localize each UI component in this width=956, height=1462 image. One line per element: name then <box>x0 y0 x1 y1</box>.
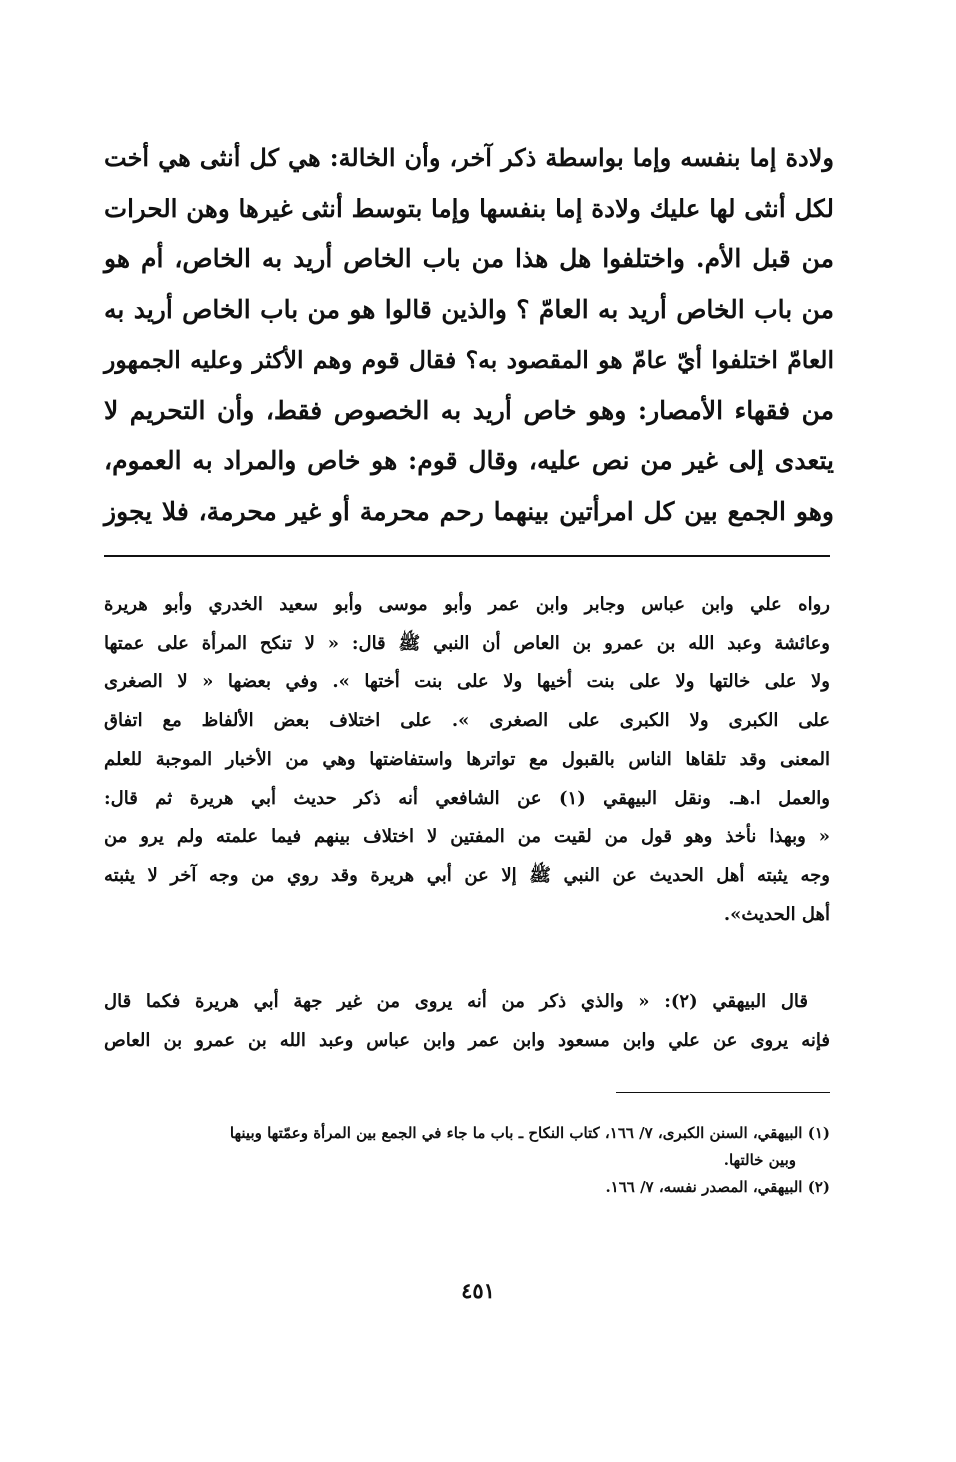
body-line: يتعدى إلى غير من نص عليه، وقال قوم: هو خاص والمراد به العموم، <box>104 446 834 475</box>
body-line: من قبل الأم. واختلفوا هل هذا من باب الخاص أريد به الخاص، أم هو <box>104 244 834 273</box>
commentary-line: « وبهذا نأخذ وهو قول من لقيت من المفتين لا اختلاف بينهم فيما علمته ولم يرو من <box>104 826 830 848</box>
commentary-line: وعائشة وعبد الله بن عمرو بن العاص أن النبي ﷺ قال: « لا تنكح المرأة على عمتها <box>104 632 830 654</box>
footnote-1-continuation: وبين خالتها. <box>723 1151 796 1169</box>
main-separator-rule <box>104 555 830 557</box>
quote-line: قال البيهقي (٢): « والذي ذكر من أنه يروى من غير جهة أبي هريرة فكما قال <box>104 991 808 1012</box>
bayhaqi-quote-block <box>104 983 830 1060</box>
commentary-line: وجه يثبته أهل الحديث عن النبي ﷺ إلا عن أبي هريرة وقد روي من وجه آخر لا يثبته <box>104 864 830 886</box>
footnote-2-text: البيهقي، المصدر نفسه، ٧/ ١٦٦. <box>605 1178 803 1196</box>
page-number: ٤٥١ <box>461 1278 495 1303</box>
footnote-1 <box>104 1120 830 1147</box>
commentary-line: أهل الحديث». <box>723 903 830 925</box>
footnote-2-number: (٢) <box>807 1178 830 1196</box>
body-line: العامّ اختلفوا أيّ عامّ هو المقصود به؟ فقال قوم وهم الأكثر وعليه الجمهور <box>104 346 834 374</box>
footnote-separator-rule <box>616 1092 830 1093</box>
footnote-1-number: (١) <box>807 1124 830 1142</box>
commentary-line: والعمل ا.هـ. ونقل البيهقي (١) عن الشافعي أنه ذكر حديث أبي هريرة ثم قال: <box>104 787 830 809</box>
main-body-text <box>104 133 834 537</box>
footnote-2 <box>104 1174 830 1201</box>
body-line: وهو الجمع بين كل امرأتين بينهما رحم محرمة أو غير محرمة، فلا يجوز <box>104 496 834 526</box>
body-line: من باب الخاص أريد به العامّ ؟ والذين قالوا هو من باب الخاص أريد به <box>104 294 834 324</box>
commentary-line: المعنى وقد تلقاها الناس بالقبول مع تواترها واستفاضتها وهي من الأخبار الموجبة للعلم <box>104 748 830 770</box>
hadith-commentary-block <box>104 586 830 934</box>
footnotes <box>104 1120 830 1201</box>
commentary-line: رواه علي وابن عباس وجابر وابن عمر وأبو موسى وأبو سعيد الخدري وأبو هريرة <box>104 594 830 615</box>
commentary-line: على الكبرى ولا الكبرى على الصغرى ». على اختلاف بعض الألفاظ مع اتفاق <box>104 710 830 732</box>
commentary-line: ولا على خالتها ولا على بنت أخيها ولا على بنت أختها ». وفي بعضها « لا الصغرى <box>104 671 830 693</box>
body-line: لكل أنثى لها عليك ولادة إما بنفسها وإما بتوسط أنثى غيرها وهن الحرات <box>104 193 834 223</box>
quote-line: فإنه يروى عن علي وابن مسعود وابن عمر وابن عباس وعبد الله بن عمرو بن العاص <box>104 1029 830 1051</box>
footnote-1-text: البيهقي، السنن الكبرى، ٧/ ١٦٦، كتاب النكاح ـ باب ما جاء في الجمع بين المرأة وعمّتها وبينها <box>229 1124 803 1142</box>
body-line: ولادة إما بنفسه وإما بواسطة ذكر آخر، وأن الخالة: هي كل أنثى هي أخت <box>104 143 835 172</box>
body-line: من فقهاء الأمصار: وهو خاص أريد به الخصوص فقط، وأن التحريم لا <box>104 395 834 425</box>
